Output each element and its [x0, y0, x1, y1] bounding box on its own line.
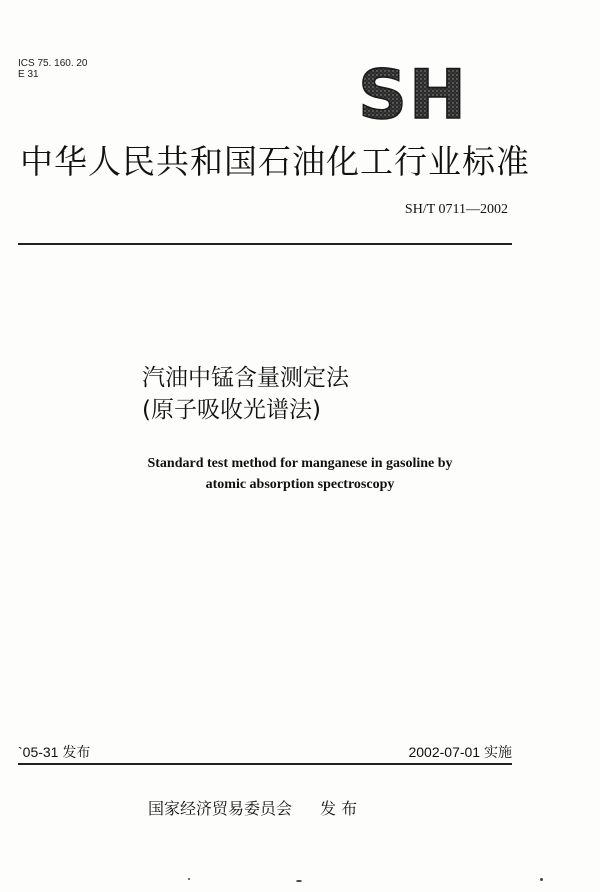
ccs-code: E 31 [18, 69, 39, 80]
issue-date: `05-31 发布 [18, 744, 91, 760]
english-title-line1: Standard test method for manganese in gasoline by [147, 456, 453, 471]
chinese-title [142, 362, 349, 426]
chinese-title-line2: (原子吸收光谱法) [142, 397, 321, 423]
implementation-date: 2002-07-01 实施 [408, 744, 512, 760]
standard-category-title: 中华人民共和国石油化工行业标准 [20, 142, 530, 181]
publisher-name: 国家经济贸易委员会 [148, 799, 293, 818]
sh-logo [352, 62, 474, 124]
publisher-line [148, 796, 357, 819]
ics-code: ICS 75. 160. 20 [18, 58, 88, 69]
date-divider [18, 763, 512, 765]
logo-text: SH [358, 62, 468, 124]
publish-label: 发 布 [320, 799, 358, 818]
standard-number: SH/T 0711—2002 [404, 202, 508, 217]
english-title-line2: atomic absorption spectroscopy [205, 477, 395, 492]
header-divider [18, 243, 512, 245]
chinese-title-line1: 汽油中锰含量测定法 [142, 365, 349, 391]
english-title [0, 453, 600, 495]
scan-speck [188, 878, 190, 880]
scan-speck [540, 878, 543, 881]
scan-speck [296, 880, 302, 882]
classification-codes [18, 58, 88, 80]
